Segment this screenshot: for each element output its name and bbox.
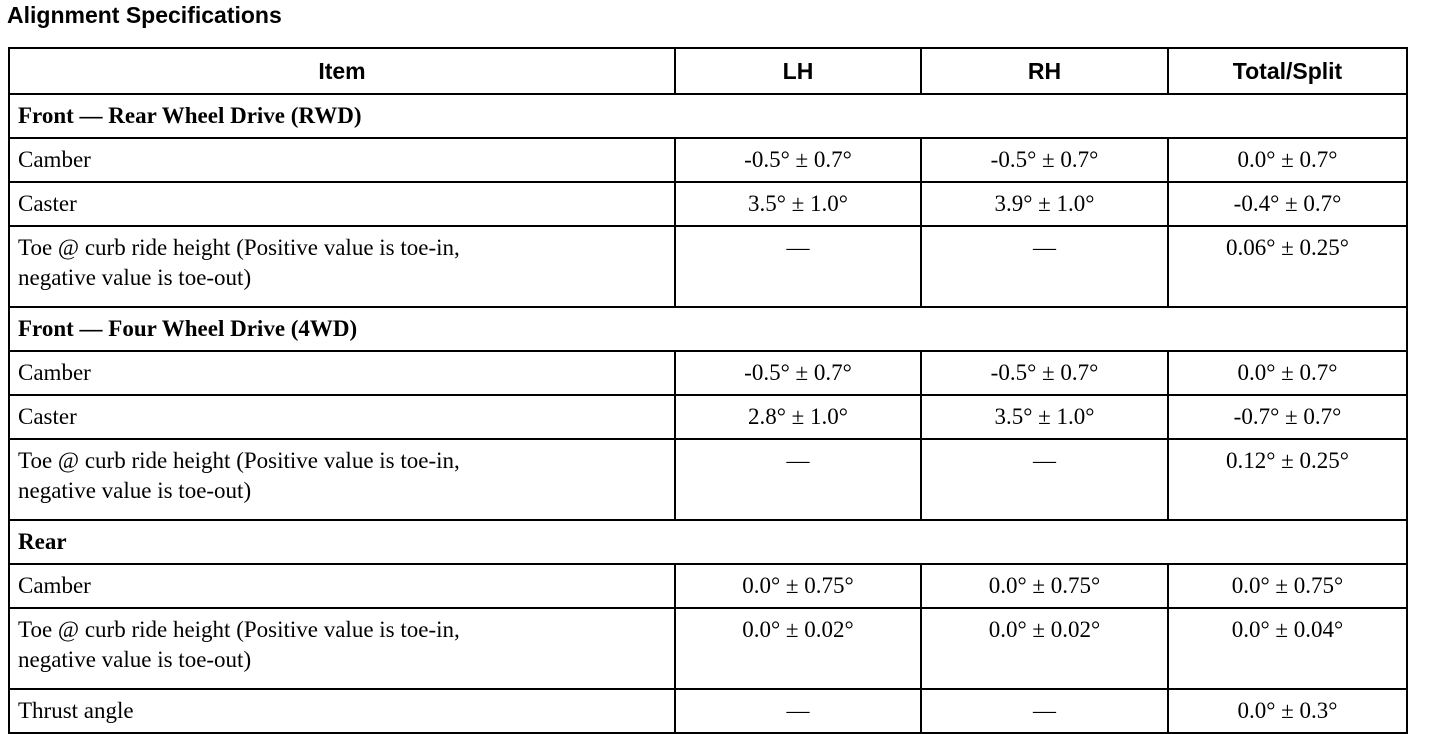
row-lh-value: — [675,689,921,733]
row-total-value: 0.12° ± 0.25° [1168,439,1407,520]
row-total-value: 0.0° ± 0.75° [1168,564,1407,608]
row-item: Camber [9,138,675,182]
row-item-line2: negative value is toe-out) [18,478,252,503]
page-title: Alignment Specifications [7,2,282,28]
table-row [9,395,1407,439]
table-row [9,138,1407,182]
row-item-line1: Toe @ curb ride height (Positive value is toe-in, [18,448,460,473]
row-lh-value: — [675,439,921,520]
row-rh-value: — [921,439,1168,520]
table-row [9,564,1407,608]
row-item: Camber [9,351,675,395]
row-total-value: 0.0° ± 0.7° [1168,351,1407,395]
table-row [9,182,1407,226]
table-row [9,608,1407,689]
row-lh-value: 3.5° ± 1.0° [675,182,921,226]
row-rh-value: 3.5° ± 1.0° [921,395,1168,439]
column-header-item: Item [9,48,675,94]
row-item [9,439,675,520]
table-row [9,351,1407,395]
row-rh-value: — [921,689,1168,733]
section-header-row [9,307,1407,351]
row-total-value: 0.06° ± 0.25° [1168,226,1407,307]
row-total-value: 0.0° ± 0.7° [1168,138,1407,182]
alignment-spec-table [8,47,1408,734]
row-lh-value: 0.0° ± 0.02° [675,608,921,689]
row-item [9,226,675,307]
table-row [9,226,1407,307]
row-rh-value: -0.5° ± 0.7° [921,351,1168,395]
section-header-row [9,94,1407,138]
section-title-4wd: Front — Four Wheel Drive (4WD) [9,307,1407,351]
column-header-rh: RH [921,48,1168,94]
row-item: Thrust angle [9,689,675,733]
row-item-line2: negative value is toe-out) [18,647,252,672]
row-item-line1: Toe @ curb ride height (Positive value is toe-in, [18,617,460,642]
row-item: Caster [9,182,675,226]
row-lh-value: — [675,226,921,307]
column-header-lh: LH [675,48,921,94]
table-header-row [9,48,1407,94]
row-rh-value: — [921,226,1168,307]
row-total-value: 0.0° ± 0.3° [1168,689,1407,733]
row-rh-value: 0.0° ± 0.75° [921,564,1168,608]
row-rh-value: 3.9° ± 1.0° [921,182,1168,226]
row-total-value: -0.7° ± 0.7° [1168,395,1407,439]
row-lh-value: -0.5° ± 0.7° [675,351,921,395]
row-lh-value: -0.5° ± 0.7° [675,138,921,182]
row-item: Camber [9,564,675,608]
row-total-value: 0.0° ± 0.04° [1168,608,1407,689]
row-lh-value: 0.0° ± 0.75° [675,564,921,608]
table-row [9,439,1407,520]
row-item-line2: negative value is toe-out) [18,265,252,290]
row-item-line1: Toe @ curb ride height (Positive value is toe-in, [18,235,460,260]
column-header-total-split: Total/Split [1168,48,1407,94]
row-lh-value: 2.8° ± 1.0° [675,395,921,439]
row-item [9,608,675,689]
section-header-row [9,520,1407,564]
row-total-value: -0.4° ± 0.7° [1168,182,1407,226]
table-row [9,689,1407,733]
row-rh-value: 0.0° ± 0.02° [921,608,1168,689]
row-rh-value: -0.5° ± 0.7° [921,138,1168,182]
section-title-rwd: Front — Rear Wheel Drive (RWD) [9,94,1407,138]
section-title-rear: Rear [9,520,1407,564]
row-item: Caster [9,395,675,439]
